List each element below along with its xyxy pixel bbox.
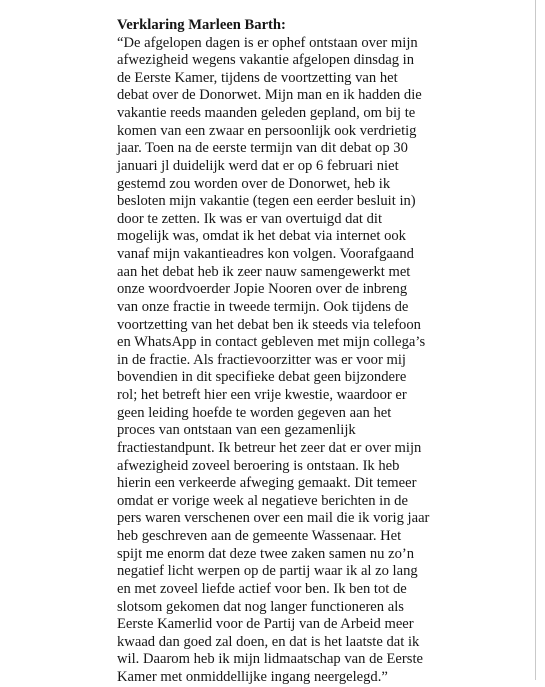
statement-line: en WhatsApp in contact gebleven met mijn collega’s: [117, 334, 426, 351]
statement-line: omdat er vorige week al negatieve berichten in de: [117, 492, 408, 509]
statement-line: mogelijk was, omdat ik het debat via internet ook: [117, 228, 406, 245]
statement-line: voortzetting van het debat ben ik steeds via telefoon: [117, 316, 421, 333]
statement-line: gestemd zou worden over de Donorwet, heb ik: [117, 175, 391, 192]
statement-line: de Eerste Kamer, tijdens de voortzetting van het: [117, 69, 398, 86]
statement-line: in de fractie. Als fractievoorzitter was er voor mij: [117, 351, 406, 368]
statement-line: afwezigheid wegens vakantie afgelopen dinsdag in: [117, 52, 415, 69]
statement-line: komen van een zwaar en persoonlijk ook verdrietig: [117, 122, 417, 139]
statement-document: [117, 17, 522, 687]
statement-line: Kamer met onmiddellijke ingang neergelegd.”: [117, 669, 388, 685]
statement-line: geen leiding hoefde te worden gegeven aan het: [117, 404, 392, 421]
statement-line: bovendien in dit specifieke debat geen bijzondere: [117, 369, 407, 386]
statement-title: Verklaring Marleen Barth:: [117, 17, 286, 33]
statement-line: van onze fractie in tweede termijn. Ook tijdens de: [117, 298, 409, 315]
statement-line: vanaf mijn vakantieadres kon volgen. Voorafgaand: [117, 246, 414, 262]
statement-line: “De afgelopen dagen is er ophef ontstaan over mijn: [117, 34, 418, 51]
statement-line: vakantie reeds maanden geleden gepland, om bij te: [117, 105, 416, 121]
statement-line: wil. Daarom heb ik mijn lidmaatschap van de Eerste: [117, 651, 423, 668]
statement-line: door te zetten. Ik was er van overtuigd dat dit: [117, 210, 383, 227]
statement-line: heb geschreven aan de gemeente Wassenaar. Het: [117, 528, 402, 544]
statement-line: proces van ontstaan van een gezamenlijk: [117, 422, 356, 439]
statement-line: kwaad dan goed zal doen, en dat is het laatste dat ik: [117, 633, 420, 650]
statement-line: pers waren verschenen over een mail die ik vorig jaar: [117, 510, 430, 527]
statement-line: rol; het betreft hier een vrije kwestie, waardoor er: [117, 387, 407, 403]
page-edge-line: [535, 0, 536, 680]
statement-line: negatief licht werpen op de partij waar ik al zo lang: [117, 563, 418, 580]
statement-line: onze woordvoerder Jopie Nooren over de inbreng: [117, 281, 408, 298]
statement-line: jaar. Toen na de eerste termijn van dit debat op 30: [117, 140, 408, 157]
statement-line: Eerste Kamerlid voor de Partij van de Arbeid meer: [117, 616, 414, 633]
statement-line: slotsom gekomen dat nog langer functioneren als: [117, 598, 404, 615]
statement-body: [117, 35, 522, 687]
statement-line: januari jl duidelijk werd dat er op 6 februari niet: [117, 157, 399, 174]
statement-line: hierin een verkeerde afweging gemaakt. Dit temeer: [117, 475, 417, 492]
statement-line: spijt me enorm dat deze twee zaken samen nu zo’n: [117, 545, 415, 562]
statement-line: debat over de Donorwet. Mijn man en ik hadden die: [117, 87, 422, 104]
statement-line: fractiestandpunt. Ik betreur het zeer dat er over mijn: [117, 439, 422, 456]
statement-line: aan het debat heb ik zeer nauw samengewerkt met: [117, 263, 411, 280]
statement-line: besloten mijn vakantie (tegen een eerder besluit in): [117, 193, 416, 210]
statement-line: en met zoveel liefde actief voor ben. Ik ben tot de: [117, 580, 407, 597]
statement-line: afwezigheid zoveel beroering is ontstaan. Ik heb: [117, 457, 400, 474]
